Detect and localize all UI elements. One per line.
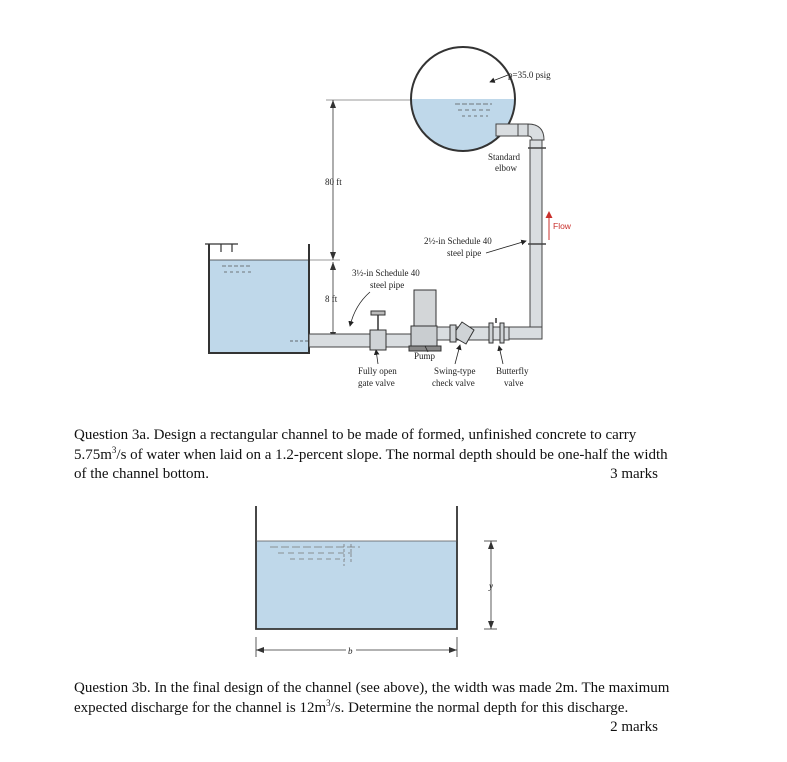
question-3a-text-1: Question 3a. Design a rectangular channel to be made of formed, unfinished concrete to carry 5.75m xyxy=(74,427,637,463)
height-80-label: 80 ft xyxy=(325,177,342,187)
pipe-35-label-2: steel pipe xyxy=(370,280,405,290)
pressure-tank xyxy=(405,47,525,159)
width-label: b xyxy=(348,646,353,656)
question-3a-text-2: /s of water when laid on a 1.2-percent slope. The normal depth should be one-half the width of the channel bottom. xyxy=(74,446,668,482)
channel-figure xyxy=(0,500,787,670)
question-3b xyxy=(74,679,670,735)
gate-valve xyxy=(370,311,386,350)
elbow-label-2: elbow xyxy=(495,163,517,173)
gate-valve-label-1: Fully open xyxy=(358,366,397,376)
pipe-35-label-1: 3½-in Schedule 40 xyxy=(352,268,420,278)
gate-valve-label-2: gate valve xyxy=(358,378,395,388)
check-valve-label-2: check valve xyxy=(432,378,475,388)
pump xyxy=(409,290,441,351)
pipe-25-label-1: 2½-in Schedule 40 xyxy=(424,236,492,246)
butterfly-valve-label-1: Butterfly xyxy=(496,366,529,376)
channel-water xyxy=(256,541,457,629)
question-3b-text-1: Question 3b. In the final design of the channel (see above), the width was made 2m. The maximum expected discharge for the channel is 12m xyxy=(74,680,670,716)
pressure-label: p=35.0 psig xyxy=(508,70,551,80)
suction-pipe xyxy=(309,334,411,347)
check-valve-label-1: Swing-type xyxy=(434,366,476,376)
elbow-label-1: Standard xyxy=(488,152,520,162)
question-3b-sup: 3 xyxy=(326,697,331,708)
pipe-25-label-2: steel pipe xyxy=(447,248,482,258)
question-3b-marks: 2 marks xyxy=(610,719,658,735)
question-3a-marks: 3 marks xyxy=(610,466,658,482)
depth-label: y xyxy=(489,581,493,591)
question-3a xyxy=(74,426,670,485)
question-3a-sup: 3 xyxy=(111,444,117,455)
source-tank xyxy=(205,244,309,353)
question-3b-text-2: /s. Determine the normal depth for this discharge. xyxy=(330,699,629,716)
height-8-label: 8 ft xyxy=(325,294,338,304)
butterfly-valve-label-2: valve xyxy=(504,378,524,388)
check-valve xyxy=(450,322,474,344)
pump-label: Pump xyxy=(414,351,436,361)
flow-label: Flow xyxy=(553,221,571,231)
